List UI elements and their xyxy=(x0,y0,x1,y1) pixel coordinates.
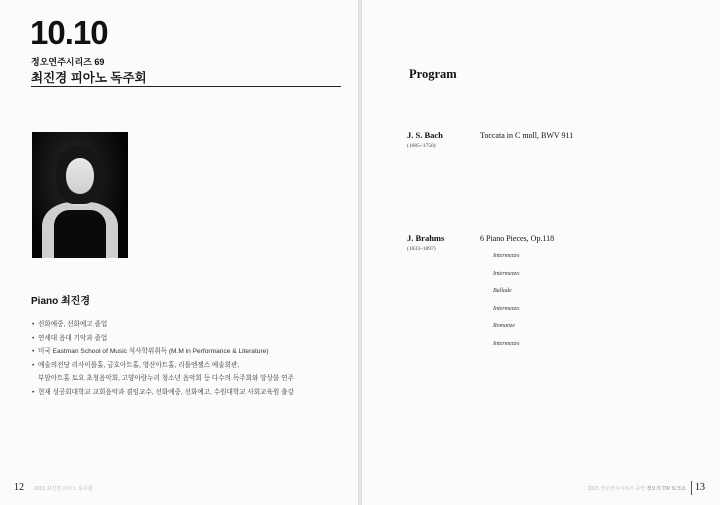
composer-name: J. Brahms xyxy=(407,233,445,243)
footer-text: 2015 정오연주시리즈 공연 xyxy=(587,486,646,492)
bio-item xyxy=(32,318,294,332)
bullet-icon: • xyxy=(32,334,35,342)
bio-item xyxy=(32,359,294,373)
bio-text: 부암아트홀 토요 초청음악회, 고양아람누리 청소년 음악회 등 다수의 독주회와 앙상블 연주 xyxy=(38,375,294,383)
movement-item: Intermezzo xyxy=(493,270,520,277)
work-title: 6 Piano Pieces, Op.118 xyxy=(480,234,555,243)
footer-text-left: 2015 최진경 피아노 독주회 xyxy=(34,486,93,492)
movement-item: Romanze xyxy=(493,323,515,330)
footer-accent-text: 정오의 TIV 토크쇼 xyxy=(646,486,686,492)
footer-divider xyxy=(691,481,692,495)
bio-text: 선화예중, 선화예고 졸업 xyxy=(38,321,108,328)
program-heading: Program xyxy=(409,67,457,81)
composer-bach xyxy=(407,130,443,149)
concert-title: 최진경 피아노 독주회 xyxy=(31,71,147,85)
bullet-icon: • xyxy=(32,321,35,328)
pianist-portrait-photo xyxy=(32,132,128,258)
concert-date: 10.10 xyxy=(30,14,108,51)
photo-dress xyxy=(54,210,106,258)
movement-item: Intermezzo xyxy=(493,253,520,259)
composer-years: (1685~1750) xyxy=(407,143,436,149)
work-title: Toccata in C moll, BWV 911 xyxy=(480,131,574,140)
left-page xyxy=(0,0,358,505)
bio-text: 미국 Eastman School of Music 석사학위취득 (M.M in Performance & Literature) xyxy=(38,348,269,356)
bullet-icon: • xyxy=(32,348,35,356)
bio-text: 연세대 음대 기악과 졸업 xyxy=(38,334,108,342)
footer-text-right xyxy=(588,485,686,492)
photo-face xyxy=(66,158,94,194)
movement-list xyxy=(493,253,519,359)
series-label: 정오연주시리즈 69 xyxy=(31,57,105,67)
page-number-right: 13 xyxy=(695,482,705,493)
bio-text: 예술의전당 리사이틀홀, 금호아트홀, 영산아트홀, 리틀엔젤스 예술회관, xyxy=(38,361,240,369)
bio-text: 현재 성공회대학교 교회음악과 겸임교수, 선화예중, 선화예고, 수원대학교 사회교육원 출강 xyxy=(38,388,294,396)
movement-item: Intermezzo xyxy=(493,305,520,312)
composer-years: (1833~1897) xyxy=(407,246,436,252)
composer-name: J. S. Bach xyxy=(407,130,443,140)
movement-item: Ballade xyxy=(493,288,512,295)
page-number-left: 12 xyxy=(14,482,24,493)
title-divider xyxy=(31,86,341,87)
bio-item xyxy=(32,345,294,359)
bio-item-continued xyxy=(32,372,294,386)
bio-item xyxy=(32,386,294,400)
performer-bio-list xyxy=(32,318,294,400)
bio-item xyxy=(32,332,294,346)
composer-brahms xyxy=(407,233,444,252)
right-page xyxy=(362,0,720,505)
bullet-icon: • xyxy=(32,388,35,396)
performer-name: Piano 최진경 xyxy=(31,296,90,307)
bullet-icon: • xyxy=(32,361,35,369)
movement-item: Intermezzo xyxy=(493,340,520,347)
